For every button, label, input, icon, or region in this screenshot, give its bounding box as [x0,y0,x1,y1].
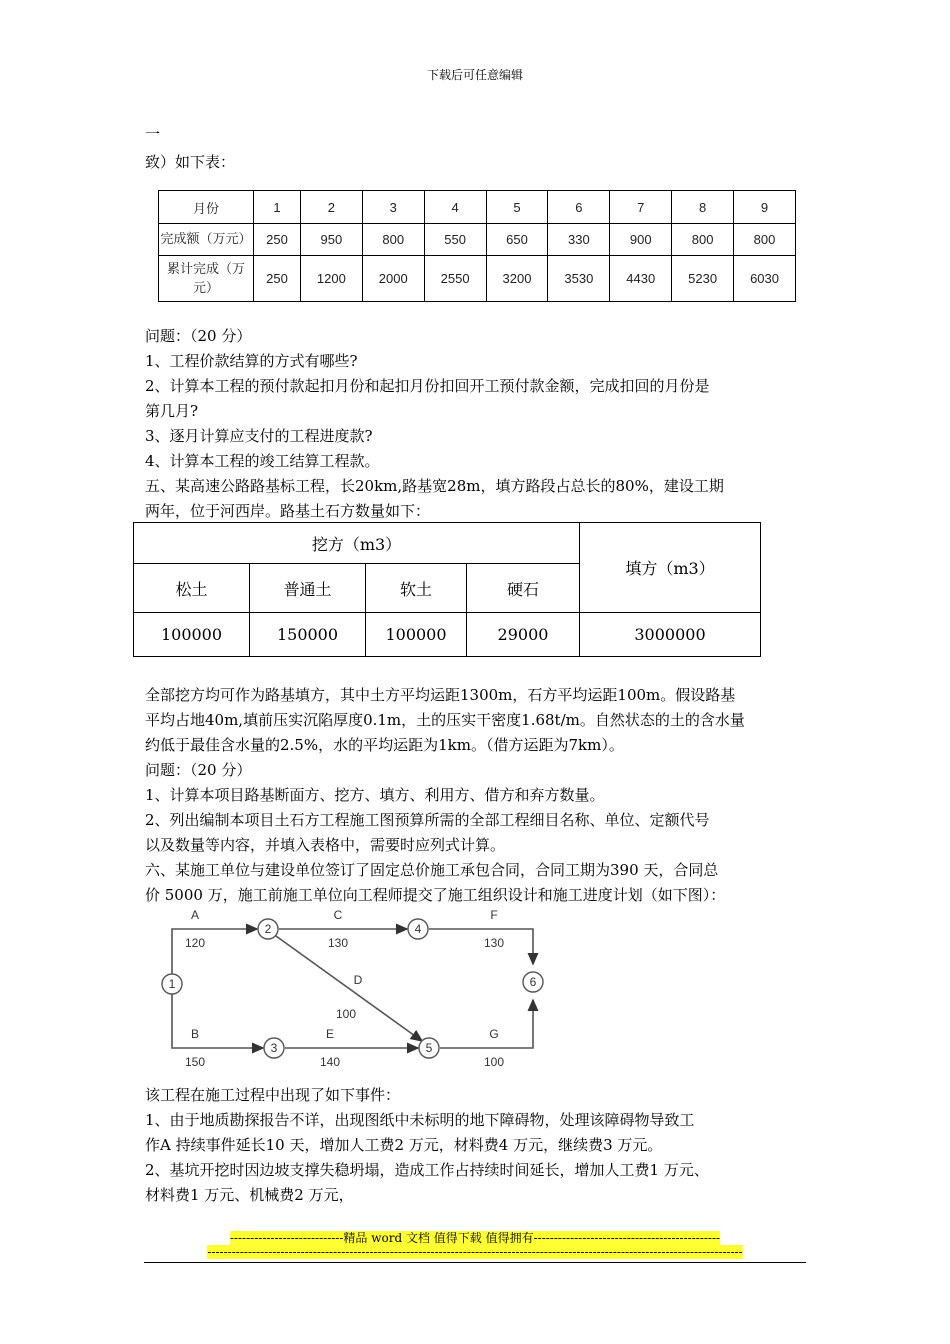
table-cell: 250 [254,224,301,256]
activity-name: F [490,908,498,922]
text-line: 致）如下表： [145,153,236,171]
footer-rule [144,1262,806,1263]
text-line: 第几月? [145,402,199,420]
table-row [159,191,796,224]
text-line: 1、计算本项目路基断面方、挖方、填方、利用方、借方和弃方数量。 [145,786,605,804]
text-line: 材料费1 万元、机械费2 万元， [145,1186,354,1204]
table-cell: 8 [672,191,734,224]
activity-name: G [489,1027,499,1041]
table-cell: 硬石 [467,564,580,613]
node-label: 6 [529,975,537,989]
text-line: 问题：（20 分） [145,327,252,345]
table-cell: 900 [610,224,672,256]
node-label: 2 [264,922,272,936]
table-cell: 2 [300,191,362,224]
text-line: 2、列出编制本项目土石方工程施工图预算所需的全部工程细目名称、单位、定额代号 [145,811,710,829]
activity-duration: 130 [483,936,505,950]
table-cell: 4430 [610,256,672,302]
text-line: 2、基坑开挖时因边坡支撑失稳坍塌，造成工作占持续时间延长，增加人工费1 万元、 [145,1161,709,1179]
table-cell: 650 [486,224,548,256]
progress-table [158,190,796,302]
network-diagram [158,900,558,1075]
row-label: 完成额（万元） [159,224,254,256]
table-cell: 330 [548,224,610,256]
text-line: 1、由于地质勘探报告不详，出现图纸中未标明的地下障碍物，处理该障碍物导致工 [145,1111,695,1129]
table-row [159,224,796,256]
table-cell: 550 [424,224,486,256]
table-cell: 7 [610,191,672,224]
table-cell: 3200 [486,256,548,302]
activity-name: B [190,1027,200,1041]
table-cell: 6030 [734,256,796,302]
earthwork-table [133,522,761,657]
arrow-f [429,929,533,964]
table-row [159,256,796,302]
table-cell: 100000 [134,613,250,657]
text-line: 1、工程价款结算的方式有哪些? [145,352,358,370]
text-line: 平均占地40m,填前压实沉陷厚度0.1m，土的压实干密度1.68t/m。自然状态的土的含水量 [145,711,745,729]
text-line: 两年，位于河西岸。路基土石方数量如下： [145,502,431,520]
row-label: 月份 [159,191,254,224]
table-cell: 800 [734,224,796,256]
text-line: 价 5000 万，施工前施工单位向工程师提交了施工组织设计和施工进度计划（如下图）： [145,886,726,904]
node-label: 1 [168,977,176,991]
table-cell: 800 [362,224,424,256]
table-cell: 2550 [424,256,486,302]
text-line: 问题：（20 分） [145,761,252,779]
activity-duration: 140 [319,1055,341,1069]
table-cell: 6 [548,191,610,224]
footer-banner [0,1245,950,1259]
text-line: 约低于最佳含水量的2.5%，水的平均运距为1km。（借方运距为7km）。 [145,736,624,754]
activity-name: C [333,908,343,922]
table-cell: 2000 [362,256,424,302]
page-header: 下载后可任意编辑 [426,68,523,82]
table-cell: 3530 [548,256,610,302]
activity-duration: 100 [335,1007,357,1021]
arrow-d [276,936,422,1041]
activity-name: E [325,1027,335,1041]
table-cell: 800 [672,224,734,256]
table-cell: 1200 [300,256,362,302]
table-cell: 250 [254,256,301,302]
node-label: 5 [425,1041,433,1055]
activity-duration: 100 [483,1055,505,1069]
table-cell: 普通土 [250,564,366,613]
activity-duration: 150 [184,1055,206,1069]
text-line: 全部挖方均可作为路基填方，其中土方平均运距1300m，石方平均运距100m。假设路基 [145,686,736,704]
activity-duration: 120 [184,936,206,950]
text-line: 3、逐月计算应支付的工程进度款? [145,427,373,445]
footer-line: ----------------------------精品 word 文档 值得下载 值得拥有---------------------------------------------- [229,1231,721,1245]
table-cell: 950 [300,224,362,256]
table-cell: 29000 [467,613,580,657]
activity-name: A [190,908,200,922]
table-cell: 软土 [366,564,467,613]
table-cell: 1 [254,191,301,224]
table-cell: 9 [734,191,796,224]
footer-banner [0,1229,950,1246]
text-line: 2、计算本工程的预付款起扣月份和起扣月份扣回开工预付款金额，完成扣回的月份是 [145,377,710,395]
table-cell: 松土 [134,564,250,613]
table-cell: 3000000 [580,613,761,657]
table-row [134,613,761,657]
table-cell: 5 [486,191,548,224]
text-line: 4、计算本工程的竣工结算工程款。 [145,452,380,470]
footer-line: ------------------------------------------------------------------------------------------------------------------------------------ [207,1245,743,1259]
row-label: 累计完成（万元） [159,256,254,302]
text-line: 六、某施工单位与建设单位签订了固定总价施工承包合同，合同工期为390 天，合同总 [145,861,719,879]
text-line: 以及数量等内容，并填入表格中，需要时应列式计算。 [145,836,506,854]
table-cell: 100000 [366,613,467,657]
table-cell: 5230 [672,256,734,302]
table-cell: 4 [424,191,486,224]
text-line: 作A 持续事件延长10 天，增加人工费2 万元，材料费4 万元，继续费3 万元。 [145,1136,663,1154]
text-line: 该工程在施工过程中出现了如下事件： [145,1086,401,1104]
arrow-b [172,994,263,1048]
text-line: 一 [145,125,161,143]
table-cell: 150000 [250,613,366,657]
activity-duration: 130 [327,936,349,950]
activity-name: D [353,973,363,987]
fill-header: 填方（m3） [580,523,761,613]
text-line: 五、某高速公路路基标工程，长20km,路基宽28m，填方路段占总长的80%，建设工期 [145,477,724,495]
node-label: 4 [414,922,422,936]
excavation-header: 挖方（m3） [134,523,580,564]
table-row [134,523,761,564]
node-label: 3 [270,1041,278,1055]
table-cell: 3 [362,191,424,224]
arrow-g [440,1000,533,1048]
